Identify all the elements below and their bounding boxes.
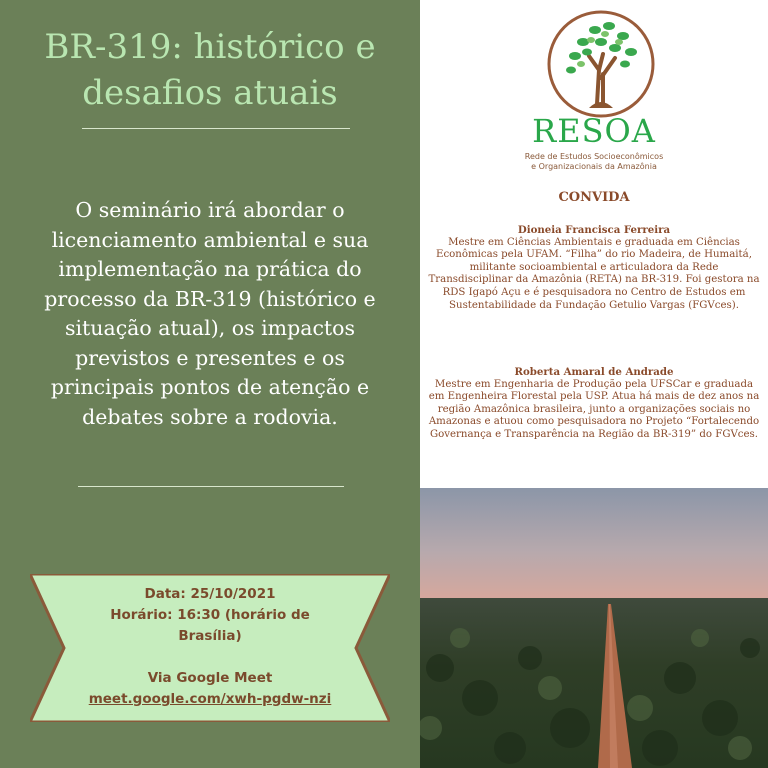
org-subtitle: [420, 152, 768, 172]
invite-heading: CONVIDA: [558, 190, 630, 205]
speaker-2-bio: Mestre em Engenharia de Produção pela UFSCar e graduada em Engenheira Florestal pela USP. Atua há mais de dez anos na região Amazônica brasileira, junto a organizações sociais no Amazonas e atuou como pesquisadora no Projeto “Fortalecendo Governança e Transparência na Região da BR-319” do FGVces.: [428, 378, 760, 440]
meet-link[interactable]: meet.google.com/xwh-pgdw-nzi: [88, 691, 332, 707]
resoa-tree-logo: [545, 8, 657, 120]
event-platform: Via Google Meet: [147, 670, 273, 686]
event-details: [85, 584, 335, 710]
speaker-2: [428, 366, 760, 442]
divider-top: [82, 128, 350, 129]
speaker-1-bio: Mestre em Ciências Ambientais e graduada em Ciências Econômicas pela UFAM. “Filha” do rio Madeira, de Humaitá, militante socioambiental e articuladora da Rede Transdisciplinar da Amazônia (RETA) na BR-319. Foi gestora na RDS Igapó Açu e é pesquisadora no Centro de Estudos em Sustentabilidade da Fundação Getulio Vargas (FGVces).: [428, 236, 760, 311]
org-subtitle-line-1: Rede de Estudos Socioeconômicos: [524, 152, 664, 161]
org-name: RESOA: [532, 112, 656, 150]
page-title: [0, 24, 420, 116]
right-panel: [420, 0, 768, 488]
event-time: Horário: 16:30 (horário de Brasília): [110, 607, 310, 644]
aerial-forest-road-image: [420, 488, 768, 768]
speaker-2-name: Roberta Amaral de Andrade: [514, 366, 674, 378]
title-line-2: desafios atuais: [82, 73, 338, 113]
seminar-description: O seminário irá abordar o licenciamento ambiental e sua implementação na prática do processo da BR-319 (histórico e situação atual), os impactos previstos e presentes e os principais pontos de atenção e debates sobre a rodovia.: [44, 198, 376, 429]
event-date: Data: 25/10/2021: [144, 586, 276, 602]
event-banner: [30, 574, 390, 722]
br319-road-photo: [420, 488, 768, 768]
title-line-1: BR-319: histórico e: [44, 27, 376, 67]
org-subtitle-line-2: e Organizacionais da Amazônia: [531, 162, 657, 171]
speaker-1: [428, 224, 760, 312]
speaker-1-name: Dioneia Francisca Ferreira: [517, 224, 671, 236]
divider-bottom: [78, 486, 344, 487]
